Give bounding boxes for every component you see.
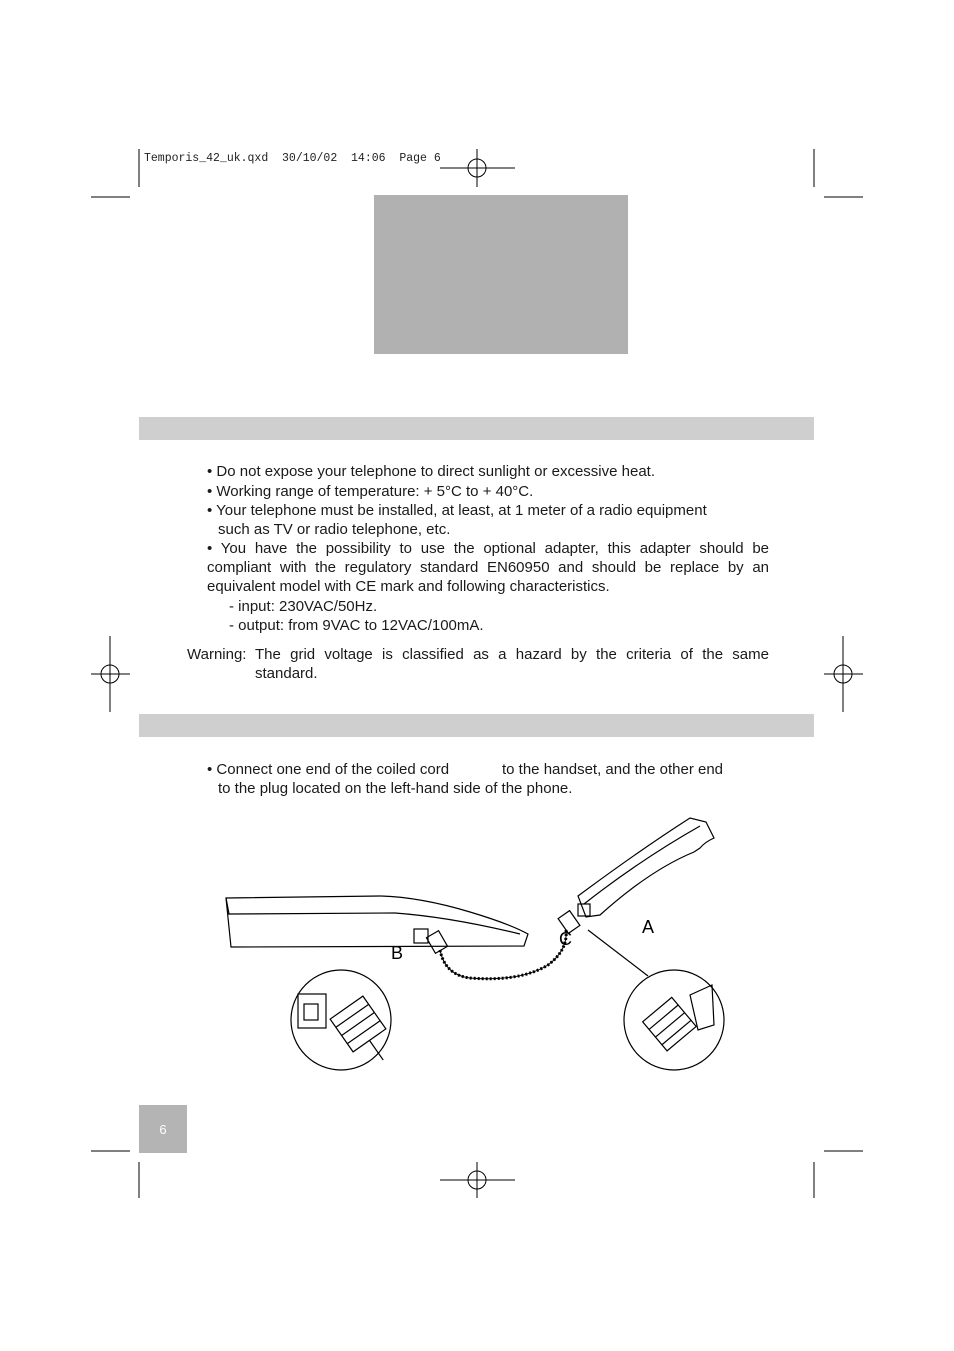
label-b: B <box>391 943 404 963</box>
spec-input: - input: 230VAC/50Hz. <box>229 598 378 615</box>
bullet-adapter: • You have the possibility to use the optional adapter, this adapter should be compliant with the regulatory standard EN60950 and should be replace by an equivalent model with CE mark and following characteristics. <box>207 540 769 595</box>
bullet-sunlight: • Do not expose your telephone to direct sunlight or excessive heat. <box>207 463 656 480</box>
section-band-1 <box>139 417 814 440</box>
file-slug: Temporis_42_uk.qxd 30/10/02 14:06 Page 6 <box>144 152 441 165</box>
warning-text: The grid voltage is classified as a hazard by the criteria of the same standard. <box>255 646 769 682</box>
spec-output: - output: from 9VAC to 12VAC/100mA. <box>229 617 484 634</box>
page-number: 6 <box>139 1105 187 1153</box>
section-band-2 <box>139 714 814 737</box>
connect-instruction-line2: to the plug located on the left-hand side of the phone. <box>218 780 573 797</box>
bullet-temperature: • Working range of temperature: + 5°C to + 40°C. <box>207 483 534 500</box>
connect-instruction-part1: • Connect one end of the coiled cord <box>207 761 450 778</box>
bullet-installation: • Your telephone must be installed, at least, at 1 meter of a radio equipment <box>207 502 707 519</box>
bullet-installation-cont: such as TV or radio telephone, etc. <box>218 521 451 538</box>
header-placeholder-block <box>374 195 628 354</box>
label-a: A <box>642 917 655 937</box>
label-c: C <box>559 929 572 949</box>
warning-label: Warning: <box>187 646 247 663</box>
connect-instruction-part2: to the handset, and the other end <box>502 761 724 778</box>
